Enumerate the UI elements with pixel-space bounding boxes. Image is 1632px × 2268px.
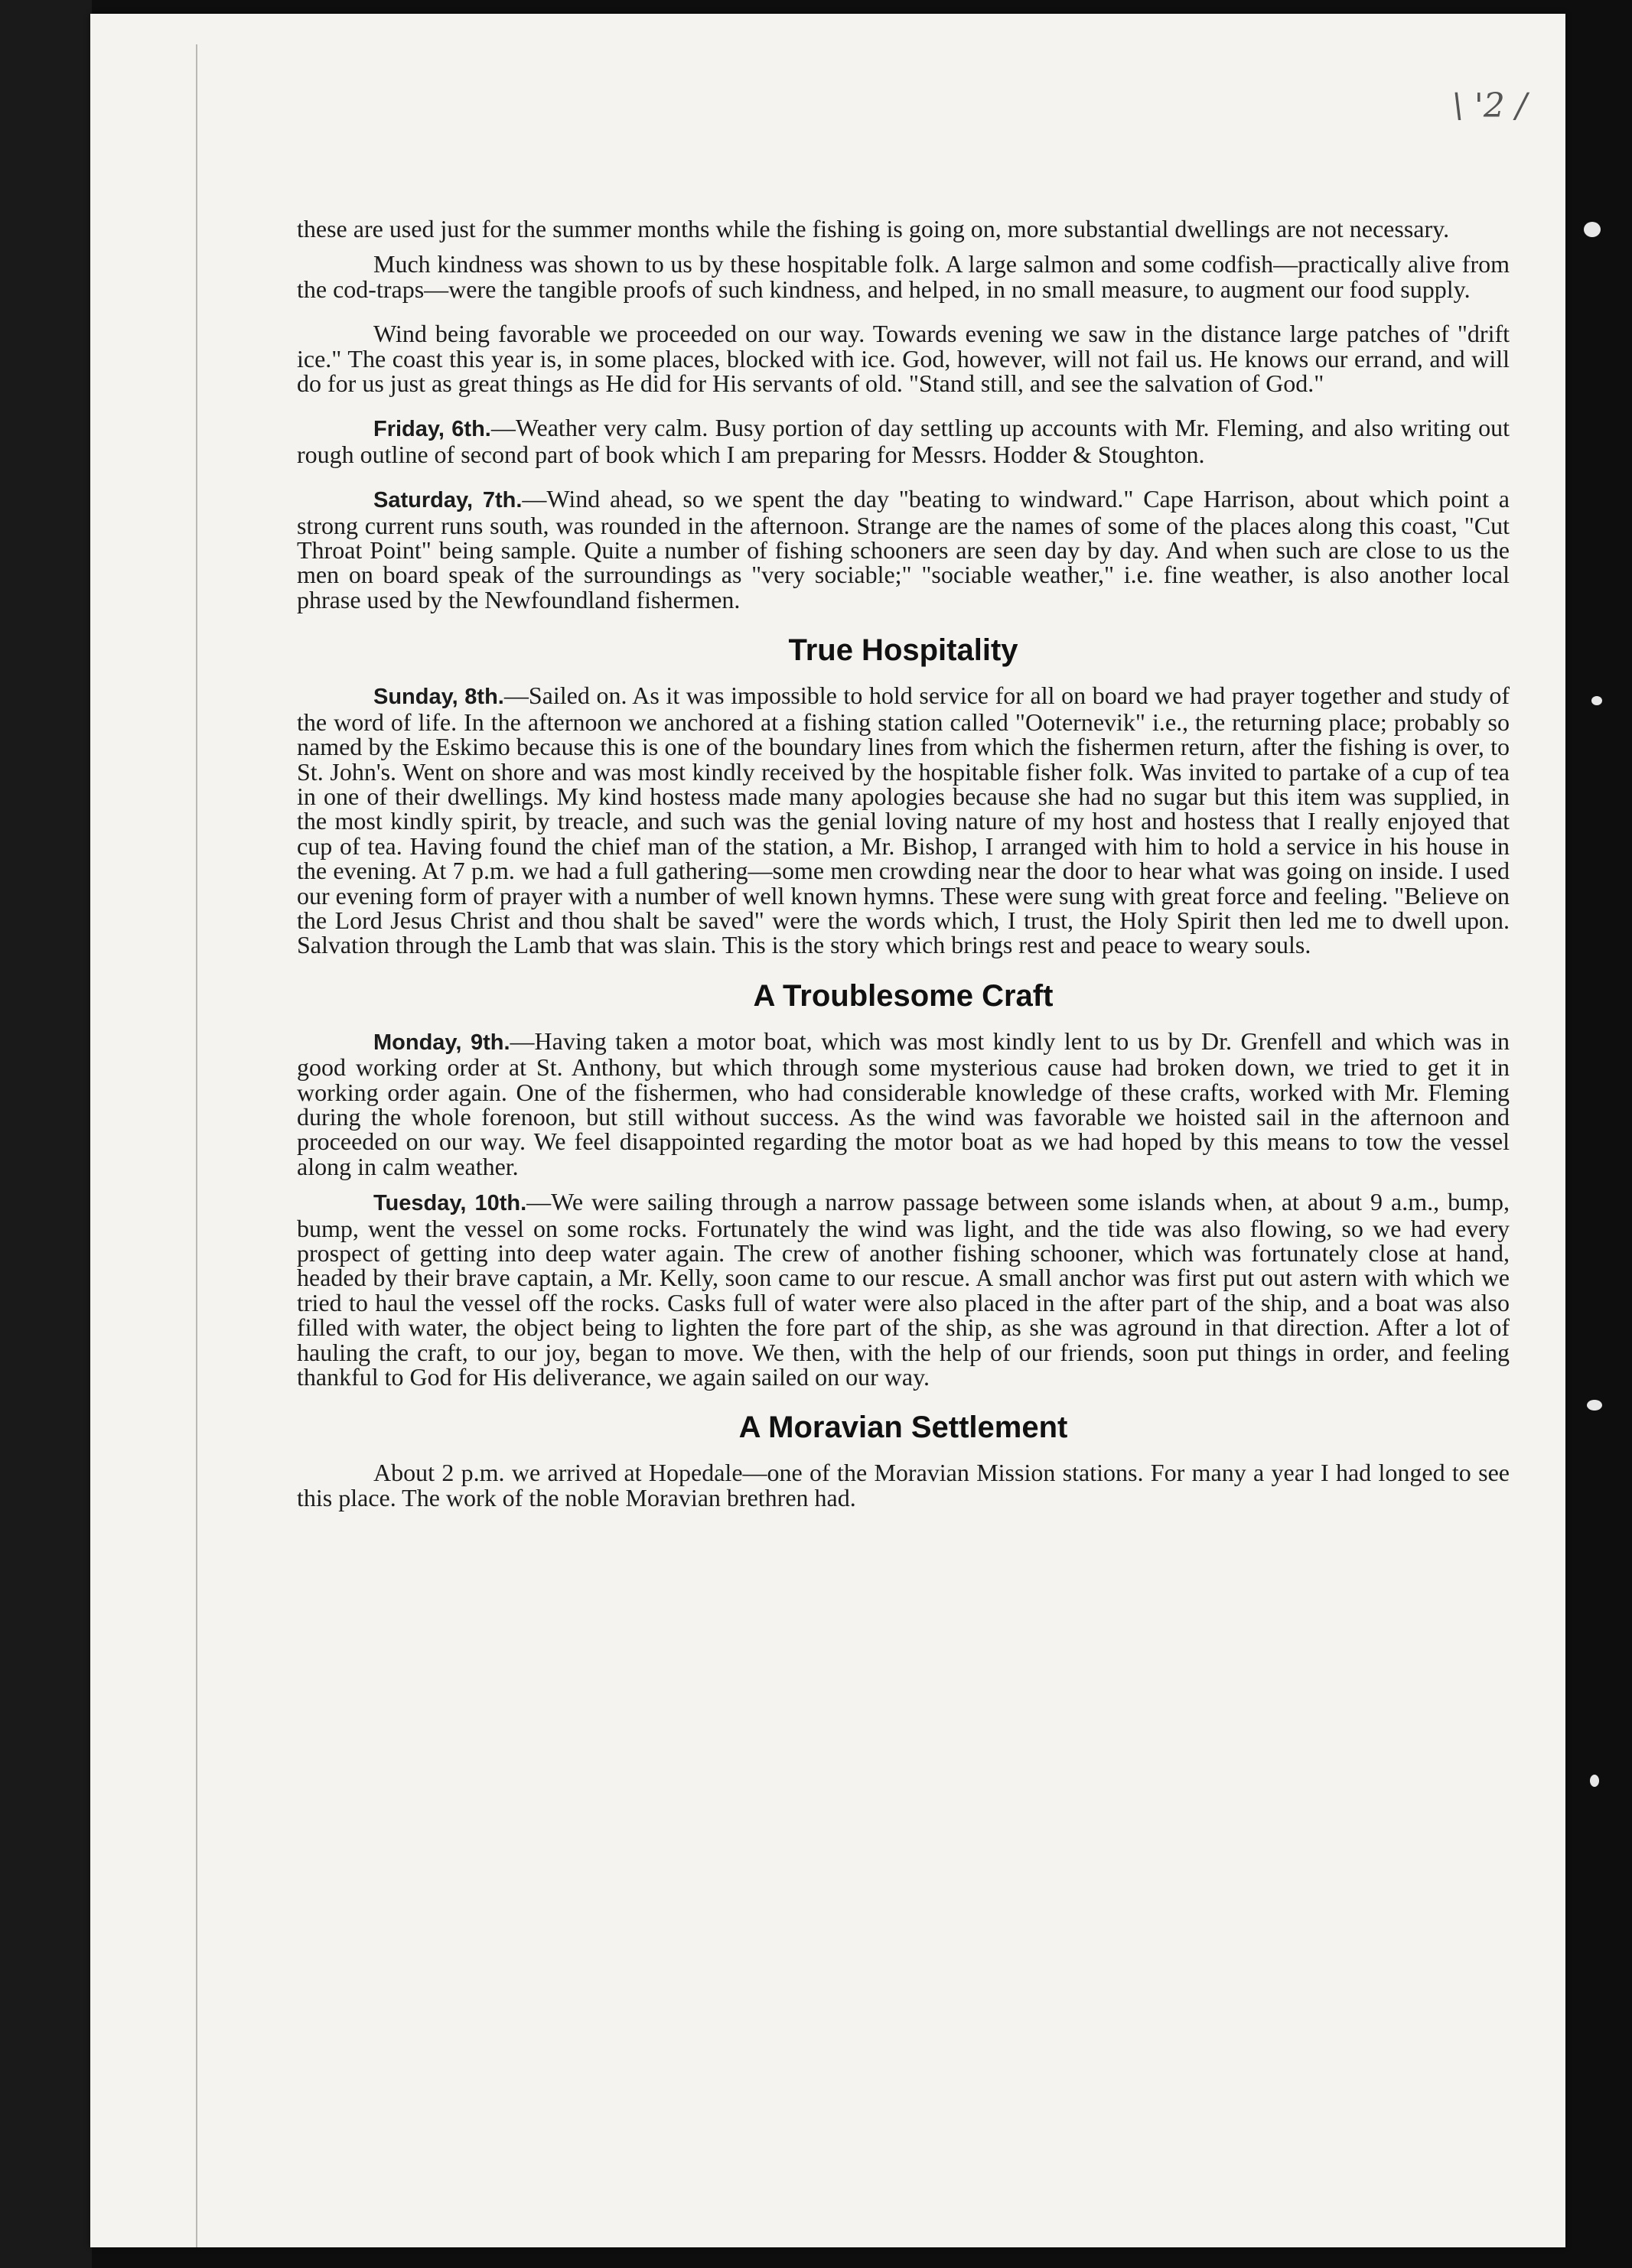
page-fold-line [196,44,197,2247]
paragraph-saturday [297,486,1510,612]
paragraph-sunday [297,683,1510,957]
day-heading-saturday: Saturday, 7th. [373,488,523,513]
paragraph-drift-ice: Wind being favorable we proceeded on our way. Towards evening we saw in the distance large patches of "drift ice." The coast this year is, in some places, blocked with ice. God, however, will not fail us. He knows our errand, and will do for us just as great things as He did for His servants of old. "Stand still, and see the salvation of God." [297,320,1510,398]
scan-left-edge [0,0,92,2268]
paragraph-monday [297,1029,1510,1179]
scan-speck [1590,1775,1599,1787]
paragraph-kindness: Much kindness was shown to us by these hospitable folk. A large salmon and some codfish—practically alive from the cod-traps—were the tangible proofs of such kindness, and helped, in no small measure, to augment our food supply. [297,250,1510,303]
day-heading-friday: Friday, 6th. [373,417,491,442]
friday-text: —Weather very calm. Busy portion of day settling up accounts with Mr. Fleming, and also writing out rough outline of second part of book which I am preparing for Messrs. Hodder & Stoughton. [297,414,1510,468]
handwritten-page-mark: \ '2 / [1452,86,1527,125]
section-heading-true-hospitality: True Hospitality [788,633,1018,668]
document-page [90,14,1565,2247]
paragraph-tuesday [297,1189,1510,1389]
paragraph-dwellings: these are used just for the summer months while the fishing is going on, more substantial dwellings are not necessary. [297,215,1450,242]
section-heading-troublesome-craft: A Troublesome Craft [753,978,1054,1013]
day-heading-sunday: Sunday, 8th. [373,685,504,710]
paragraph-friday [297,415,1510,467]
scan-speck [1587,1400,1602,1411]
day-heading-tuesday: Tuesday, 10th. [373,1191,527,1216]
scan-right-edge-specks [1568,0,1632,2268]
tuesday-text: —We were sailing through a narrow passage between some islands when, at about 9 a.m., bump, bump, went the vessel on some rocks. Fortunately the wind was light, and the tide was also flowing, so we had every prospect of getting into deep water again. The crew of another fishing schooner, which was fortunately close at hand, headed by their brave captain, a Mr. Kelly, soon came to our rescue. A small anchor was first put out astern with which we tried to haul the vessel off the rocks. Casks full of water were also placed in the after part of the ship, and a boat was also filled with water, the object being to lighten the fore part of the ship, as she was aground in that direction. After a lot of hauling the craft, to our joy, began to move. We then, with the help of our friends, soon put things in order, and feeling thankful to God for His deliverance, we again sailed on our way. [297,1188,1510,1391]
day-heading-monday: Monday, 9th. [373,1030,510,1055]
section-heading-moravian-settlement: A Moravian Settlement [738,1411,1068,1445]
scan-speck [1591,696,1602,705]
scan-speck [1584,222,1601,237]
saturday-text: —Wind ahead, so we spent the day "beating to windward." Cape Harrison, about which point a strong current runs south, was rounded in the afternoon. Strange are the names of some of the places along this coast, "Cut Throat Point" being sample. Quite a number of fishing schooners are seen day by day. And when such are close to us the men on board speak of the surroundings as "very sociable;" "sociable weather," i.e. fine weather, is also another local phrase used by the Newfoundland fishermen. [297,485,1510,613]
page-content [297,216,1510,1530]
sunday-text: —Sailed on. As it was impossible to hold service for all on board we had prayer together and study of the word of life. In the afternoon we anchored at a fishing station called "Ooternevik" i.e., the returning place; probably so named by the Eskimo because this is one of the boundary lines from which the fishermen return, after the fishing is over, to St. John's. Went on shore and was most kindly received by the hospitable fisher folk. Was invited to partake of a cup of tea in one of their dwellings. My kind hostess made many apologies because she had no sugar but this item was supplied, in the most kindly spirit, by treacle, and such was the genial loving nature of my host and hostess that I really enjoyed that cup of tea. Having found the chief man of the station, a Mr. Bishop, I arranged with him to hold a service in his house in the evening. At 7 p.m. we had a full gathering—some men crowding near the door to hear what was going on inside. I used our evening form of prayer with a number of well known hymns. These were sung with great force and feeling. "Believe on the Lord Jesus Christ and thou shalt be saved" were the words which, I trust, the Holy Spirit then led me to dwell upon. Salvation through the Lamb that was slain. This is the story which brings rest and peace to weary souls. [297,682,1510,959]
monday-text: —Having taken a motor boat, which was most kindly lent to us by Dr. Grenfell and which was in good working order at St. Anthony, but which through some mysterious cause had broken down, we tried to get it in working order again. One of the fishermen, who had considerable knowledge of these crafts, worked with Mr. Fleming during the whole forenoon, but still without success. As the wind was favorable we hoisted sail in the afternoon and proceeded on our way. We feel disappointed regarding the motor boat as we had hoped by this means to tow the vessel along in calm weather. [297,1027,1510,1180]
paragraph-hopedale: About 2 p.m. we arrived at Hopedale—one of the Moravian Mission stations. For many a year I had longed to see this place. The work of the noble Moravian brethren had. [297,1459,1510,1511]
